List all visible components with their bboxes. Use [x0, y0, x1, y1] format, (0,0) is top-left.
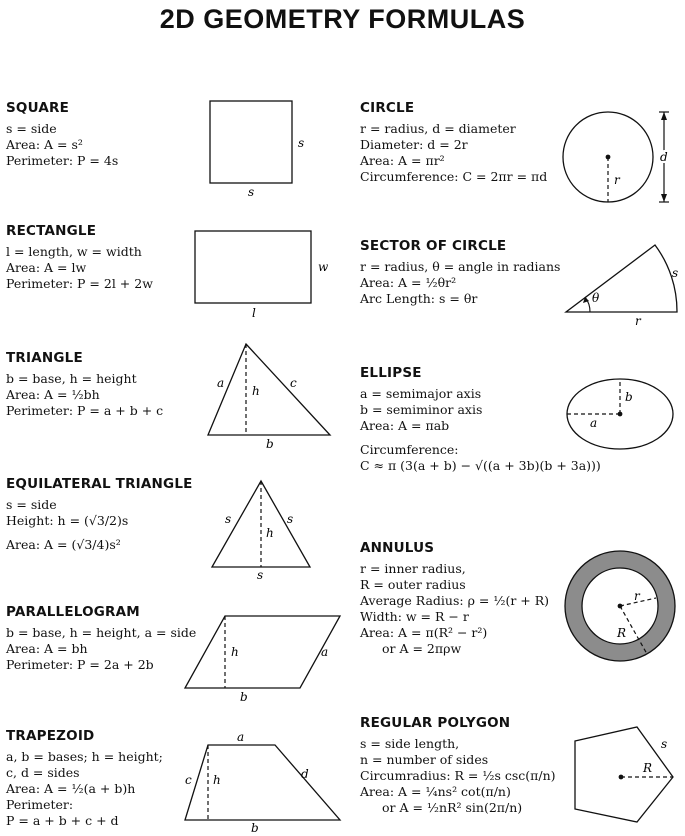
parallelogram-line: b = base, h = height, a = side: [6, 625, 197, 640]
parallelogram-heading: PARALLELOGRAM: [6, 604, 140, 620]
annulus-heading: ANNULUS: [360, 540, 435, 556]
circle-line: Diameter: d = 2r: [360, 137, 468, 152]
triangle-line: b = base, h = height: [6, 371, 137, 386]
rectangle-length-label: l: [252, 306, 256, 320]
sector-theta-label: θ: [592, 291, 600, 305]
equilateral-line: Height: h = (√3/2)s: [6, 513, 129, 528]
sector-figure: [560, 235, 685, 330]
ellipse-figure: [560, 372, 685, 457]
polygon-heading: REGULAR POLYGON: [360, 715, 511, 731]
annulus-R-label: R: [617, 626, 627, 640]
circle-figure: [560, 106, 680, 206]
ellipse-circumference-formula: C ≈ π (3(a + b) − √((a + 3b)(b + 3a))): [360, 458, 601, 473]
rectangle-line: Perimeter: P = 2l + 2w: [6, 276, 153, 291]
ellipse-b-label: b: [625, 390, 633, 404]
polygon-line: Area: A = ¼ns² cot(π/n): [360, 784, 511, 799]
sector-heading: SECTOR OF CIRCLE: [360, 238, 507, 254]
rectangle-heading: RECTANGLE: [6, 223, 97, 239]
polygon-line: s = side length,: [360, 736, 460, 751]
triangle-a-label: a: [217, 376, 225, 390]
circle-d-label: d: [660, 150, 668, 164]
annulus-r-label: r: [634, 589, 640, 603]
polygon-figure: [565, 722, 680, 827]
sector-line: Arc Length: s = θr: [360, 291, 478, 306]
rectangle-width-label: w: [318, 260, 329, 274]
annulus-line: or A = 2πρw: [382, 641, 462, 656]
triangle-c-label: c: [290, 376, 297, 390]
equilateral-bottom-label: s: [257, 568, 264, 582]
circle-line: Circumference: C = 2πr = πd: [360, 169, 548, 184]
annulus-line: Width: w = R − r: [360, 609, 469, 624]
trapezoid-d-label: d: [301, 767, 309, 781]
equilateral-right-label: s: [287, 512, 294, 526]
equilateral-heading: EQUILATERAL TRIANGLE: [6, 476, 193, 492]
triangle-heading: TRIANGLE: [6, 350, 83, 366]
circle-heading: CIRCLE: [360, 100, 415, 116]
annulus-line: Area: A = π(R² − r²): [360, 625, 488, 640]
ellipse-heading: ELLIPSE: [360, 365, 422, 381]
trapezoid-line: P = a + b + c + d: [6, 813, 119, 828]
polygon-line: Circumradius: R = ½s csc(π/n): [360, 768, 556, 783]
square-section: [6, 100, 118, 169]
ellipse-line: b = semiminor axis: [360, 402, 483, 417]
square-side-label: s: [298, 136, 305, 150]
parallelogram-a-label: a: [321, 645, 329, 659]
parallelogram-line: Area: A = bh: [6, 641, 88, 656]
rectangle-line: l = length, w = width: [6, 244, 142, 259]
trapezoid-h-label: h: [213, 773, 221, 787]
polygon-line: n = number of sides: [360, 752, 489, 767]
square-line: Area: A = s²: [6, 137, 83, 152]
ellipse-circumference-label: Circumference:: [360, 442, 459, 457]
trapezoid-line: Perimeter:: [6, 797, 74, 812]
ellipse-line: Area: A = πab: [360, 418, 450, 433]
square-figure: [200, 95, 310, 200]
rectangle-line: Area: A = lw: [6, 260, 87, 275]
square-heading: SQUARE: [6, 100, 70, 116]
trapezoid-section: [6, 728, 163, 829]
polygon-line: or A = ½nR² sin(2π/n): [382, 800, 523, 815]
annulus-section: [360, 540, 549, 657]
square-line: Perimeter: P = 4s: [6, 153, 119, 168]
trapezoid-line: c, d = sides: [6, 765, 80, 780]
equilateral-section: [6, 476, 193, 553]
sector-s-label: s: [672, 266, 679, 280]
equilateral-line: s = side: [6, 497, 57, 512]
rectangle-section: [6, 223, 153, 292]
trapezoid-heading: TRAPEZOID: [6, 728, 95, 744]
triangle-section: [6, 350, 163, 419]
polygon-s-label: s: [661, 737, 668, 751]
equilateral-figure: [205, 475, 320, 585]
annulus-line: r = inner radius,: [360, 561, 466, 576]
sector-line: r = radius, θ = angle in radians: [360, 259, 561, 274]
trapezoid-line: a, b = bases; h = height;: [6, 749, 163, 764]
triangle-figure: [200, 340, 340, 452]
sector-line: Area: A = ½θr²: [360, 275, 457, 290]
annulus-line: R = outer radius: [360, 577, 466, 592]
trapezoid-a-label: a: [237, 730, 245, 744]
parallelogram-line: Perimeter: P = 2a + 2b: [6, 657, 154, 672]
circle-line: Area: A = πr²: [360, 153, 445, 168]
sector-r-label: r: [635, 314, 641, 328]
ellipse-a-label: a: [590, 416, 598, 430]
sector-section: [360, 238, 560, 307]
trapezoid-b-label: b: [251, 821, 259, 835]
rectangle-figure: [190, 225, 340, 320]
annulus-figure: [560, 552, 680, 667]
polygon-section: [360, 715, 556, 816]
triangle-line: Area: A = ½bh: [6, 387, 100, 402]
equilateral-line: Area: A = (√3/4)s²: [6, 537, 121, 552]
circle-section: [360, 100, 547, 185]
parallelogram-h-label: h: [231, 645, 239, 659]
parallelogram-figure: [185, 608, 350, 703]
equilateral-h-label: h: [266, 526, 274, 540]
annulus-line: Average Radius: ρ = ½(r + R): [360, 593, 550, 608]
equilateral-left-label: s: [225, 512, 232, 526]
square-bottom-label: s: [248, 185, 255, 199]
circle-r-label: r: [614, 173, 620, 187]
ellipse-line: a = semimajor axis: [360, 386, 482, 401]
page-title: 2D GEOMETRY FORMULAS: [159, 4, 526, 34]
parallelogram-b-label: b: [240, 690, 248, 704]
trapezoid-line: Area: A = ½(a + b)h: [6, 781, 136, 796]
circle-line: r = radius, d = diameter: [360, 121, 516, 136]
triangle-h-label: h: [252, 384, 260, 398]
polygon-R-label: R: [643, 761, 653, 775]
trapezoid-figure: [180, 730, 345, 834]
trapezoid-c-label: c: [185, 773, 192, 787]
triangle-line: Perimeter: P = a + b + c: [6, 403, 164, 418]
parallelogram-section: [6, 604, 196, 673]
triangle-b-label: b: [266, 437, 274, 451]
square-line: s = side: [6, 121, 57, 136]
